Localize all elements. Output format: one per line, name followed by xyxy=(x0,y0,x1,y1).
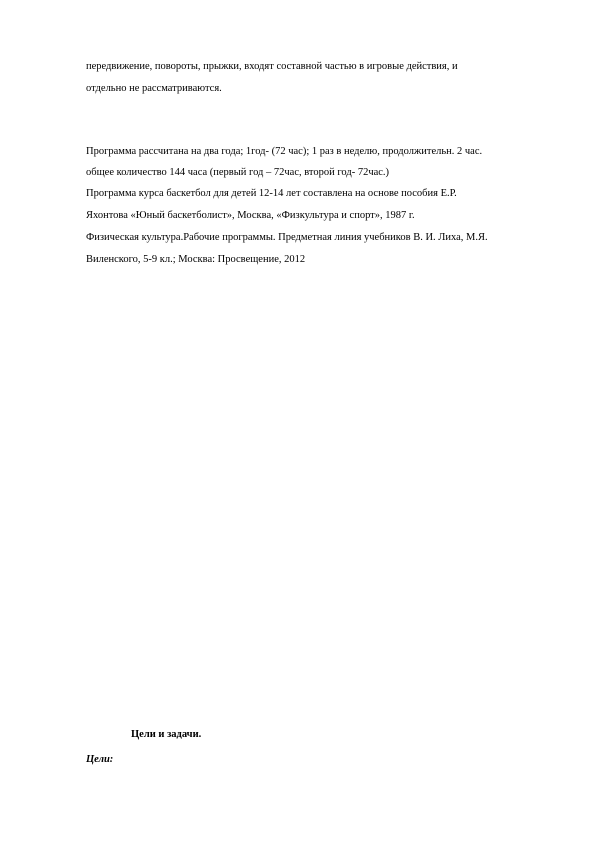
intro-line-1: передвижение, повороты, прыжки, входят составной частью в игровые действия, и xyxy=(86,61,458,72)
program-line-6: Виленского, 5-9 кл.; Москва: Просвещение, 2012 xyxy=(86,254,306,265)
program-line-1: Программа рассчитана на два года; 1год- (72 час); 1 раз в неделю, продолжительн. 2 час. xyxy=(86,146,483,157)
section-heading: Цели и задачи. xyxy=(131,729,202,740)
program-line-4: Яхонтова «Юный баскетболист», Москва, «Физкультура и спорт», 1987 г. xyxy=(86,210,415,221)
intro-line-2: отдельно не рассматриваются. xyxy=(86,83,222,94)
program-line-3: Программа курса баскетбол для детей 12-14 лет составлена на основе пособия Е.Р. xyxy=(86,188,457,199)
program-line-5: Физическая культура.Рабочие программы. Предметная линия учебников В. И. Лиха, М.Я. xyxy=(86,232,488,243)
subsection-heading: Цели: xyxy=(86,754,114,765)
program-line-2: общее количество 144 часа (первый год – 72час, второй год- 72час.) xyxy=(86,167,390,178)
